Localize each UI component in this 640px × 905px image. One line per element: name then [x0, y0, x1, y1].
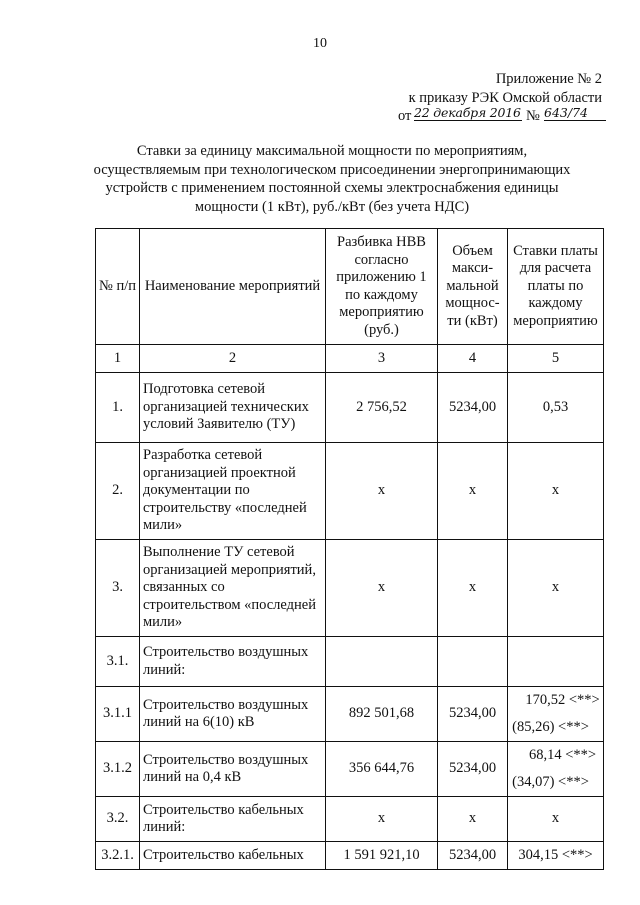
- header-power: Объем макси-мальной мощнос-ти (кВт): [438, 229, 508, 345]
- order-date-handwritten: 22 декабря 2016: [414, 105, 521, 120]
- appendix-header: [409, 70, 602, 108]
- row-nvv: х: [326, 540, 438, 637]
- title-line: Ставки за единицу максимальной мощности по мероприятиям,: [136, 143, 528, 159]
- table-row: [96, 742, 604, 797]
- row-nvv: 2 756,52: [326, 373, 438, 443]
- row-power: 5234,00: [438, 742, 508, 797]
- row-name: Строительство воздушных линий на 6(10) кВ: [140, 687, 326, 742]
- column-number: 5: [508, 345, 604, 373]
- row-power: 5234,00: [438, 373, 508, 443]
- rate-value: 170,52 <**>: [525, 692, 600, 708]
- row-number: 1.: [96, 373, 140, 443]
- table-row: [96, 842, 604, 870]
- row-nvv: [326, 637, 438, 687]
- header-number: № п/п: [96, 229, 140, 345]
- table-row: [96, 443, 604, 540]
- row-number: 3.2.: [96, 797, 140, 842]
- table-row: [96, 687, 604, 742]
- title-line: осуществляемым при технологическом присоединении энергопринимающих: [93, 161, 571, 178]
- column-number: 1: [96, 345, 140, 373]
- table-row: [96, 637, 604, 687]
- row-name: Строительство воздушных линий:: [140, 637, 326, 687]
- rate-value-alt: (34,07) <**>: [512, 773, 589, 790]
- row-number: 3.: [96, 540, 140, 637]
- row-name: Строительство кабельных: [140, 842, 326, 870]
- page-number: 10: [313, 36, 327, 51]
- row-rate: [508, 687, 604, 742]
- header-nvv: Разбивка НВВ согласно приложению 1 по каждому мероприятию (руб.): [326, 229, 438, 345]
- appendix-title: Приложение № 2: [495, 71, 602, 87]
- row-number: 2.: [96, 443, 140, 540]
- row-nvv: х: [326, 797, 438, 842]
- title-line: устройств с применением постоянной схемы электроснабжения единицы: [105, 180, 559, 196]
- table-row: [96, 373, 604, 443]
- document-title: [64, 142, 600, 216]
- row-rate: 304,15 <**>: [508, 842, 604, 870]
- row-rate: [508, 637, 604, 687]
- row-rate: х: [508, 797, 604, 842]
- row-nvv: х: [326, 443, 438, 540]
- rates-table: [95, 228, 604, 870]
- column-number-row: [96, 345, 604, 373]
- row-rate: 0,53: [508, 373, 604, 443]
- table-row: [96, 797, 604, 842]
- rate-value: 68,14 <**>: [528, 747, 597, 763]
- row-name: Выполнение ТУ сетевой организацией мероприятий, связанных со строительством «последней мили»: [140, 540, 326, 637]
- order-number-handwritten: 643/74: [544, 105, 606, 121]
- column-number: 2: [140, 345, 326, 373]
- row-number: 3.1.2: [96, 742, 140, 797]
- row-number: 3.2.1.: [96, 842, 140, 870]
- order-date-number: [398, 106, 608, 128]
- table-header-row: [96, 229, 604, 345]
- row-power: 5234,00: [438, 842, 508, 870]
- order-number-sign: №: [526, 108, 540, 124]
- column-number: 4: [438, 345, 508, 373]
- appendix-order-ref: к приказу РЭК Омской области: [408, 90, 602, 106]
- header-name: Наименование мероприятий: [140, 229, 326, 345]
- row-power: х: [438, 797, 508, 842]
- row-rate: х: [508, 443, 604, 540]
- row-power: 5234,00: [438, 687, 508, 742]
- order-date-prefix: от: [398, 108, 412, 124]
- title-line: мощности (1 кВт), руб./кВт (без учета НДС): [194, 198, 470, 215]
- header-rate: Ставки платы для расчета платы по каждому мероприятию: [508, 229, 604, 345]
- rate-value-alt: (85,26) <**>: [512, 718, 589, 735]
- row-name: Разработка сетевой организацией проектной документации по строительству «последней мили»: [140, 443, 326, 540]
- row-number: 3.1.: [96, 637, 140, 687]
- row-nvv: 892 501,68: [326, 687, 438, 742]
- row-power: х: [438, 443, 508, 540]
- column-number: 3: [326, 345, 438, 373]
- row-nvv: 356 644,76: [326, 742, 438, 797]
- row-power: х: [438, 540, 508, 637]
- row-rate: [508, 742, 604, 797]
- row-power: [438, 637, 508, 687]
- row-number: 3.1.1: [96, 687, 140, 742]
- row-rate: х: [508, 540, 604, 637]
- row-name: Строительство воздушных линий на 0,4 кВ: [140, 742, 326, 797]
- row-name: Подготовка сетевой организацией технических условий Заявителю (ТУ): [140, 373, 326, 443]
- row-name: Строительство кабельных линий:: [140, 797, 326, 842]
- row-nvv: 1 591 921,10: [326, 842, 438, 870]
- table-row: [96, 540, 604, 637]
